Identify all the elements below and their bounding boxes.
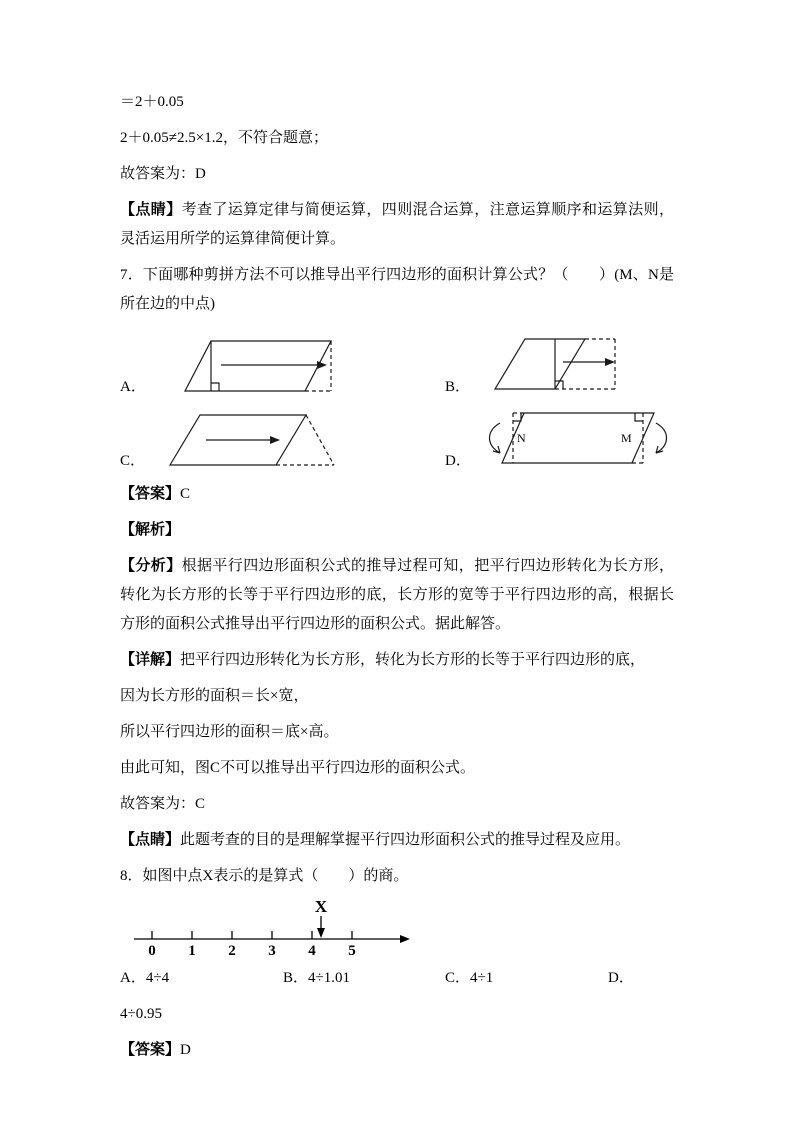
q7-detail-line: [120, 646, 674, 675]
arrowhead: [270, 436, 280, 444]
point-x-arrowhead: [317, 928, 325, 938]
q7-option-a: [120, 326, 445, 400]
paragraph-text: 7．下面哪种剪拼方法不可以推导出平行四边形的面积计算公式？（ ）(M、N是所在边的中点): [120, 267, 674, 312]
paragraph-text: ＝2＋0.05: [120, 94, 184, 110]
parallelogram-diagram-b: [479, 331, 639, 397]
right-angle-mark-left: [513, 413, 521, 421]
midpoint-m-label: M: [620, 431, 632, 445]
q8-option-d: D．: [608, 970, 634, 986]
q7-note: [120, 826, 674, 855]
q8-option-d-value: [120, 1000, 674, 1029]
dashed-triangle: [276, 415, 334, 465]
q7-detail-line: [120, 718, 674, 747]
q7-option-c: [120, 400, 445, 474]
q8-numberline: [128, 898, 674, 958]
q7-option-b: [445, 326, 680, 400]
arrowhead: [605, 358, 615, 366]
option-b-label: B．: [445, 379, 471, 395]
option-d-label: D．: [445, 453, 471, 469]
paragraph-text: 故答案为：C: [120, 796, 206, 812]
paragraph-text: 所以平行四边形的面积＝底×高。: [120, 724, 339, 740]
paragraph-marker: 【分析】: [120, 558, 182, 574]
paragraph-marker: 【答案】: [120, 1042, 181, 1058]
paragraph-text: 故答案为：D: [120, 166, 206, 182]
parallelogram-diagram-d: [480, 405, 680, 471]
paragraph-text: 2＋0.05≠2.5×1.2，不符合题意；: [120, 130, 328, 146]
option-c-label: C．: [120, 453, 146, 469]
parallelogram: [185, 341, 331, 391]
parallelogram-diagram-c: [154, 409, 344, 471]
right-angle-mark: [211, 383, 219, 391]
q7-option-d: [445, 400, 680, 474]
solution-line: [120, 88, 674, 117]
tick-label: 5: [348, 943, 356, 958]
paragraph-marker: 【解析】: [120, 522, 181, 538]
paragraph-text: 此题考查的目的是理解掌握平行四边形面积公式的推导过程及应用。: [180, 832, 631, 848]
q8-option-b: B．4÷1.01: [283, 970, 350, 986]
paragraph-text: 把平行四边形转化为长方形，转化为长方形的长等于平行四边形的底，: [180, 652, 646, 668]
arrowhead: [317, 361, 327, 369]
paragraph-text: C: [180, 486, 191, 502]
paragraph-marker: 【详解】: [120, 652, 181, 668]
parallelogram: [495, 339, 585, 389]
q7-analysis-header: [120, 516, 674, 545]
paragraph-marker: 【点睛】: [120, 832, 181, 848]
paragraph-marker: 【点睛】: [120, 202, 182, 218]
paragraph-text: 因为长方形的面积＝长×宽，: [120, 688, 309, 704]
q8-answer: [120, 1036, 674, 1065]
point-x-label: X: [314, 898, 328, 916]
q7-detail-line: [120, 754, 674, 783]
tick-label: 0: [148, 943, 156, 958]
q8-option-a: A．4÷4: [120, 970, 170, 986]
midpoint-n-label: N: [516, 431, 526, 445]
paragraph-text: 4÷0.95: [120, 1006, 162, 1022]
question-8-stem: [120, 862, 674, 891]
option-a-label: A．: [120, 379, 146, 395]
axis-arrowhead: [400, 935, 410, 943]
q7-detail-line: [120, 790, 674, 819]
solution-line: [120, 160, 674, 189]
tick-label: 2: [228, 943, 236, 958]
solution-line: [120, 124, 674, 153]
q7-answer: [120, 480, 674, 509]
paragraph-text: D: [180, 1042, 191, 1058]
note-paragraph: [120, 196, 674, 254]
q7-figure-grid: [120, 326, 674, 474]
paragraph-text: 考查了运算定律与简便运算，四则混合运算，注意运算顺序和运算法则，灵活运用所学的运算律简便计算。: [120, 202, 674, 247]
tick-label: 3: [268, 943, 276, 958]
tick-label: 1: [188, 943, 196, 958]
paragraph-text: 8．如图中点X表示的是算式（ ）的商。: [120, 868, 409, 884]
q7-detail-line: [120, 682, 674, 711]
q7-analysis: [120, 552, 674, 639]
paragraph-text: 由此可知，图C不可以推导出平行四边形的面积公式。: [120, 760, 476, 776]
paragraph-text: 根据平行四边形面积公式的推导过程可知，把平行四边形转化为长方形，转化为长方形的长等于平行四边形的底，长方形的宽等于平行四边形的高，根据长方形的面积公式推导出平行四边形的面积公式。据此解答。: [120, 558, 674, 632]
q8-option-c: C．4÷1: [445, 970, 494, 986]
right-angle-mark-right: [635, 413, 643, 421]
tick-label: 4: [308, 943, 316, 958]
question-7-stem: [120, 261, 674, 319]
paragraph-marker: 【答案】: [120, 486, 181, 502]
parallelogram-diagram-a: [155, 335, 395, 397]
numberline-diagram: [128, 898, 428, 958]
q8-options-row: [120, 964, 674, 993]
